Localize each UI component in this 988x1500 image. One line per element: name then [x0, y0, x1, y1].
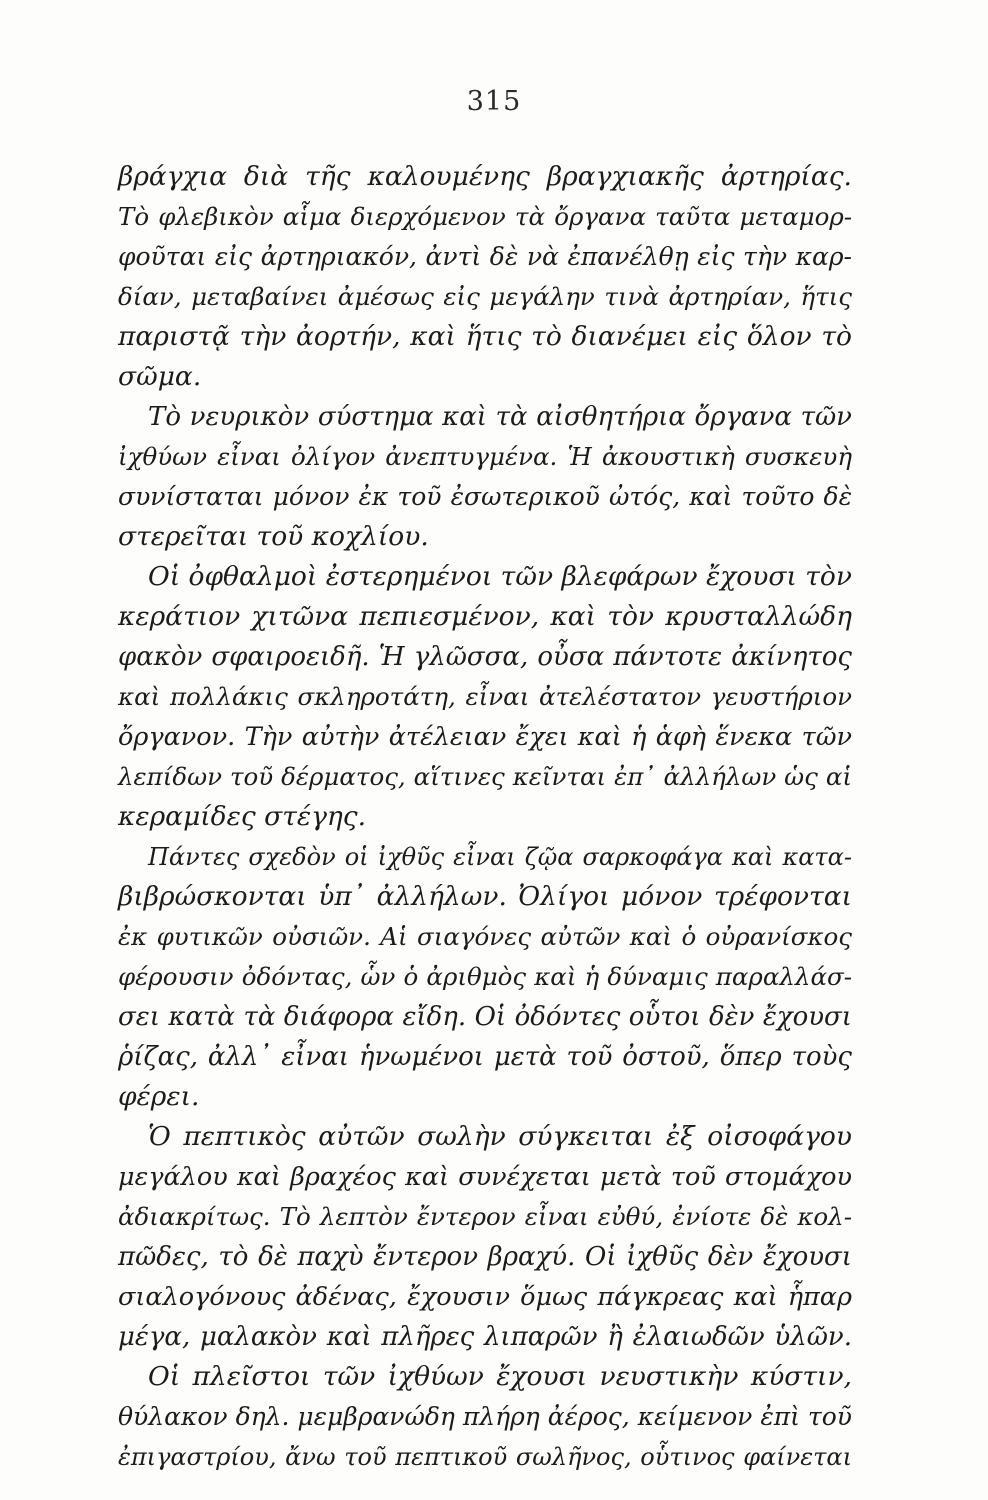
- text-line: φακὸν σφαιροειδῆ. Ἡ γλῶσσα, οὖσα πάντοτε ἀκίνητος: [118, 642, 852, 672]
- text-line: Οἱ ὀφθαλμοὶ ἐστερημένοι τῶν βλεφάρων ἔχουσι τὸν: [148, 561, 852, 592]
- text-line: κεραμίδες στέγης.: [118, 801, 367, 832]
- text-line: φοῦται εἰς ἀρτηριακόν, ἀντὶ δὲ νὰ ἐπανέλθῃ εἰς τὴν καρ-: [118, 242, 852, 271]
- text-line: Ὁ πεπτικὸς αὐτῶν σωλὴν σύγκειται ἐξ οἰσοφάγου: [148, 1121, 852, 1152]
- text-line: σει κατὰ τὰ διάφορα εἴδη. Οἱ ὀδόντες οὗτοι δὲν ἔχουσι: [118, 1002, 852, 1032]
- text-line: μέγα, μαλακὸν καὶ πλῆρες λιπαρῶν ἢ ἐλαιωδῶν ὑλῶν.: [118, 1322, 852, 1352]
- text-line: στερεῖται τοῦ κοχλίου.: [118, 521, 429, 552]
- text-line: παριστᾷ τὴν ἀορτήν, καὶ ἥτις τὸ διανέμει εἰς ὅλον τὸ: [118, 321, 852, 352]
- text-line: λεπίδων τοῦ δέρματος, αἵτινες κεῖνται ἐπ᾽ ἀλλήλων ὡς αἱ: [118, 762, 852, 791]
- text-line: ἀδιακρίτως. Τὸ λεπτὸν ἔντερον εἶναι εὐθύ, ἐνίοτε δὲ κολ-: [118, 1202, 852, 1231]
- text-line: θύλακον δηλ. μεμβρανώδη πλήρη ἀέρος, κείμενον ἐπὶ τοῦ: [118, 1402, 852, 1431]
- text-line: βράγχια διὰ τῆς καλουμένης βραγχιακῆς ἀρτηρίας.: [118, 161, 852, 192]
- page-number: 315: [466, 86, 522, 117]
- text-line: Τὸ φλεβικὸν αἷμα διερχόμενον τὰ ὄργανα ταῦτα μεταμορ-: [118, 202, 852, 231]
- text-line: ὄργανον. Τὴν αὐτὴν ἀτέλειαν ἔχει καὶ ἡ ἁφὴ ἕνεκα τῶν: [118, 722, 852, 752]
- text-line: πῶδες, τὸ δὲ παχὺ ἔντερον βραχύ. Οἱ ἰχθῦς δὲν ἔχουσι: [118, 1242, 852, 1272]
- text-line: φέρει.: [118, 1081, 200, 1112]
- text-line: βιβρώσκονται ὑπ᾽ ἀλλήλων. Ὀλίγοι μόνον τρέφονται: [118, 881, 852, 912]
- text-line: σιαλογόνους ἀδένας, ἔχουσιν ὅμως πάγκρεας καὶ ἧπαρ: [118, 1282, 852, 1312]
- text-line: Οἱ πλεῖστοι τῶν ἰχθύων ἔχουσι νευστικὴν κύστιν,: [148, 1361, 852, 1392]
- text-line: ἰχθύων εἶναι ὀλίγον ἀνεπτυγμένα. Ἡ ἀκουστικὴ συσκευὴ: [118, 442, 852, 471]
- text-line: ῥίζας, ἀλλ᾽ εἶναι ἡνωμένοι μετὰ τοῦ ὀστοῦ, ὅπερ τοὺς: [118, 1042, 852, 1072]
- text-line: Τὸ νευρικὸν σύστημα καὶ τὰ αἰσθητήρια ὄργανα τῶν: [148, 402, 852, 432]
- text-line: δίαν, μεταβαίνει ἀμέσως εἰς μεγάλην τινὰ ἀρτηρίαν, ἥτις: [118, 282, 852, 311]
- text-line: σῶμα.: [118, 361, 202, 392]
- text-line: συνίσταται μόνον ἐκ τοῦ ἐσωτερικοῦ ὠτός, καὶ τοῦτο δὲ: [118, 482, 852, 511]
- text-line: κεράτιον χιτῶνα πεπιεσμένον, καὶ τὸν κρυσταλλώδη: [118, 601, 852, 632]
- text-line: ἐκ φυτικῶν οὐσιῶν. Αἱ σιαγόνες αὐτῶν καὶ ὁ οὐρανίσκος: [118, 922, 852, 951]
- text-line: Πάντες σχεδὸν οἱ ἰχθῦς εἶναι ζῷα σαρκοφάγα καὶ κατα-: [148, 843, 852, 871]
- text-line: καὶ πολλάκις σκληροτάτη, εἶναι ἀτελέστατον γευστήριον: [118, 682, 852, 711]
- text-line: ἐπιγαστρίου, ἄνω τοῦ πεπτικοῦ σωλῆνος, οὗτινος φαίνεται: [118, 1443, 852, 1471]
- text-line: φέρουσιν ὀδόντας, ὧν ὁ ἀριθμὸς καὶ ἡ δύναμις παραλλάσ-: [118, 962, 852, 991]
- text-line: μεγάλου καὶ βραχέος καὶ συνέχεται μετὰ τοῦ στομάχου: [118, 1162, 852, 1192]
